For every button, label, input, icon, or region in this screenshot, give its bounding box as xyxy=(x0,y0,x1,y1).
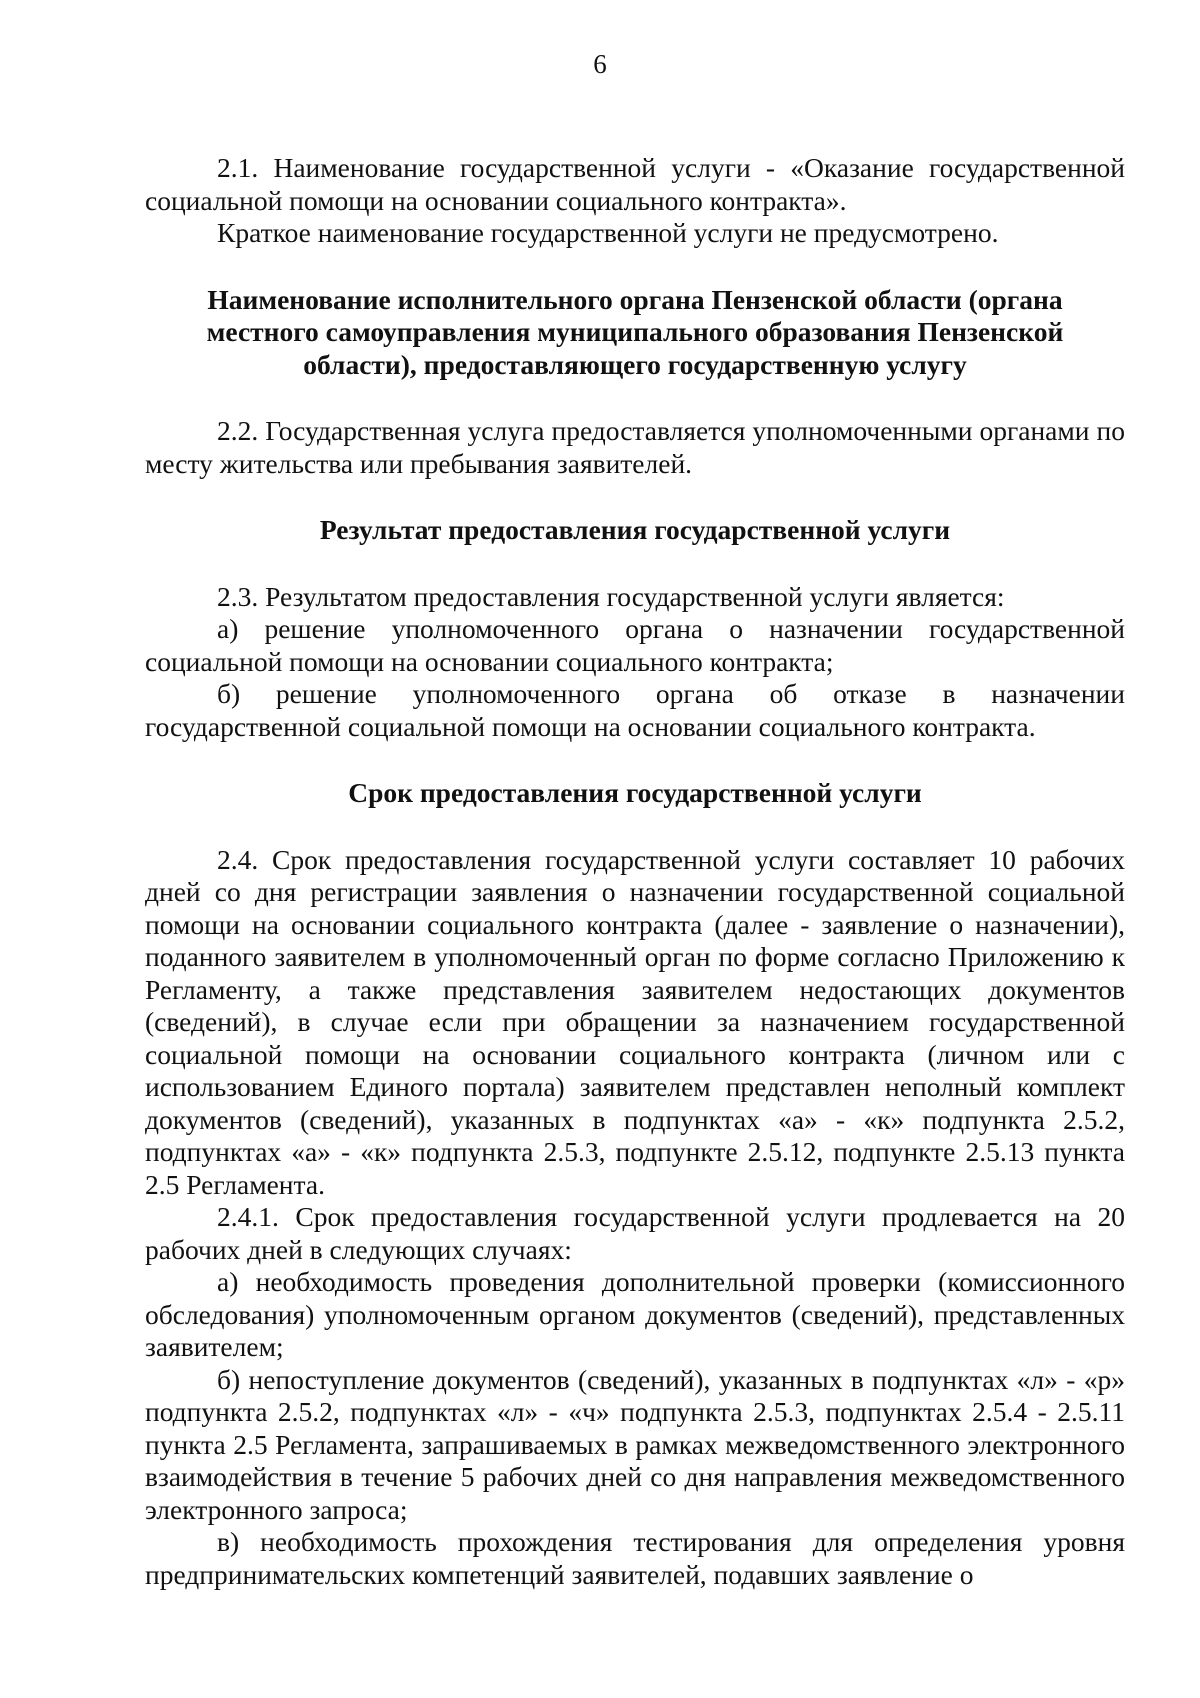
paragraph-2-3: 2.3. Результатом предоставления государственной услуги является: xyxy=(217,580,1005,612)
spacer xyxy=(145,810,1125,844)
document-body xyxy=(145,152,1125,1591)
spacer xyxy=(145,547,1125,581)
spacer xyxy=(145,381,1125,415)
heading-term: Срок предоставления государственной услуги xyxy=(348,777,922,808)
spacer xyxy=(145,480,1125,514)
paragraph-short-name: Краткое наименование государственной услуги не предусмотрено. xyxy=(217,217,999,248)
paragraph-2-2: 2.2. Государственная услуга предоставляется уполномоченными органами по месту жительства или пребывания заявителей. xyxy=(145,415,1125,479)
paragraph-2-4-1-a: а) необходимость проведения дополнительной проверки (комиссионного обследования) уполномоченным органом документов (сведений), представленных заявителем; xyxy=(145,1266,1125,1362)
paragraph-2-4-1-c: в) необходимость прохождения тестирования для определения уровня предпринимательских компетенций заявителей, подавших заявление о xyxy=(145,1526,1125,1590)
paragraph-2-3-b: б) решение уполномоченного органа об отказе в назначении государственной социальной помощи на основании социального контракта. xyxy=(145,678,1125,742)
paragraph-2-1: 2.1. Наименование государственной услуги - «Оказание государственной социальной помощи на основании социального контракта». xyxy=(145,152,1125,216)
paragraph-2-4: 2.4. Срок предоставления государственной услуги составляет 10 рабочих дней со дня регистрации заявления о назначении государственной социальной помощи на основании социального контракта (далее - заявление о назначении), поданного заявителем в уполномоченный орган по форме согласно Приложению к Регламенту, а также представления заявителем недостающих документов (сведений), в случае если при обращении за назначением государственной социальной помощи на основании социального контракта (личном или с использованием Единого портала) заявителем представлен неполный комплект документов (сведений), указанных в подпунктах «а» - «к» подпункта 2.5.2, подпунктах «а» - «к» подпункта 2.5.3, подпункте 2.5.12, подпункте 2.5.13 пункта 2.5 Регламента. xyxy=(145,843,1125,1200)
heading-executive-body: Наименование исполнительного органа Пензенской области (органа местного самоуправления муниципального образования Пензенской области), предоставляющего государственную услугу xyxy=(206,283,1064,380)
spacer xyxy=(145,743,1125,777)
paragraph-2-4-1-b: б) непоступление документов (сведений), указанных в подпунктах «л» - «р» подпункта 2.5.2, подпунктах «л» - «ч» подпункта 2.5.3, подпунктах 2.5.4 - 2.5.11 пункта 2.5 Регламента, запрашиваемых в рамках межведомственного электронного взаимодействия в течение 5 рабочих дней со дня направления межведомственного электронного запроса; xyxy=(145,1363,1125,1525)
heading-result: Результат предоставления государственной услуги xyxy=(319,514,951,545)
paragraph-2-4-1: 2.4.1. Срок предоставления государственной услуги продлевается на 20 рабочих дней в следующих случаях: xyxy=(145,1201,1125,1265)
spacer xyxy=(145,250,1125,284)
paragraph-2-3-a: а) решение уполномоченного органа о назначении государственной социальной помощи на основании социального контракта; xyxy=(145,613,1125,677)
page-number: 6 xyxy=(593,49,607,79)
